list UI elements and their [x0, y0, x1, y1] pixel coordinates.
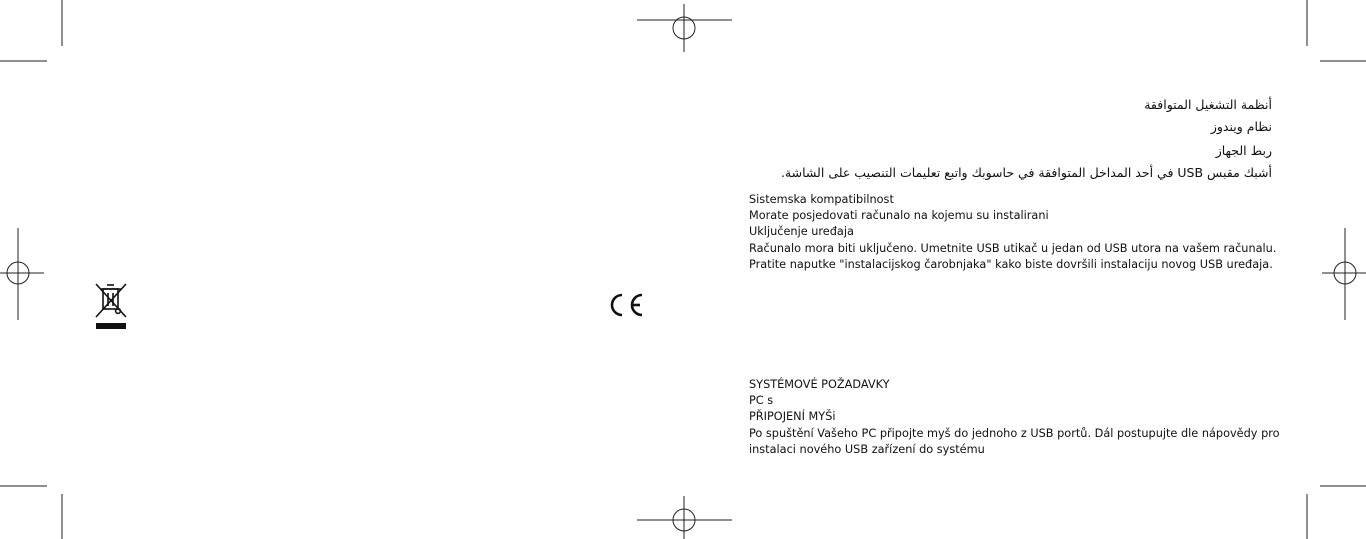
crossed-out-wheelie-bin-icon	[93, 281, 129, 333]
croatian-connect-device-heading: Uključenje uređaja	[749, 225, 854, 239]
czech-system-requirements-heading: SYSTÉMOVÉ POŽADAVKY	[749, 378, 890, 391]
czech-connect-instruction: Po spuštění Vašeho PC připojte myš do jednoho z USB portů. Dál postupujte dle nápovědy pro	[749, 426, 1280, 440]
croatian-requirement-text: Morate posjedovati računalo na kojemu su instalirani	[749, 209, 1049, 223]
croatian-system-compatibility-heading: Sistemska kompatibilnost	[749, 193, 894, 206]
arabic-windows-system: نظام ويندوز	[1210, 119, 1272, 134]
arabic-instructions	[712, 94, 1272, 184]
croatian-connect-instruction: Računalo mora biti uključeno. Umetnite USB utikač u jedan od USB utora na vašem računalu.	[749, 241, 1277, 255]
arabic-system-compatibility-heading: أنظمة التشغيل المتوافقة	[1144, 97, 1272, 112]
croatian-instructions	[749, 192, 1289, 273]
registration-mark-icon	[0, 228, 44, 320]
registration-mark-icon	[637, 496, 732, 539]
czech-mouse-connection-heading: PŘIPOJENÍ MYŠi	[749, 410, 836, 424]
czech-install-instruction: instalaci nového USB zařízení do systému	[749, 442, 985, 456]
czech-instructions	[749, 377, 1289, 458]
arabic-connect-device-heading: ربط الجهاز	[1215, 143, 1272, 158]
registration-mark-icon	[636, 4, 732, 52]
arabic-connect-instruction: أشبك مقبس USB في أحد المداخل المتوافقة في حاسوبك واتبع تعليمات التنصيب على الشاشة.	[780, 165, 1272, 180]
czech-pc-requirement: PC s	[749, 394, 774, 408]
croatian-wizard-instruction: Pratite naputke "instalacijskog čarobnjaka" kako biste dovršili instalaciju novog USB uređaja.	[749, 257, 1273, 271]
registration-mark-icon	[1322, 228, 1366, 320]
ce-mark-icon	[606, 292, 646, 318]
